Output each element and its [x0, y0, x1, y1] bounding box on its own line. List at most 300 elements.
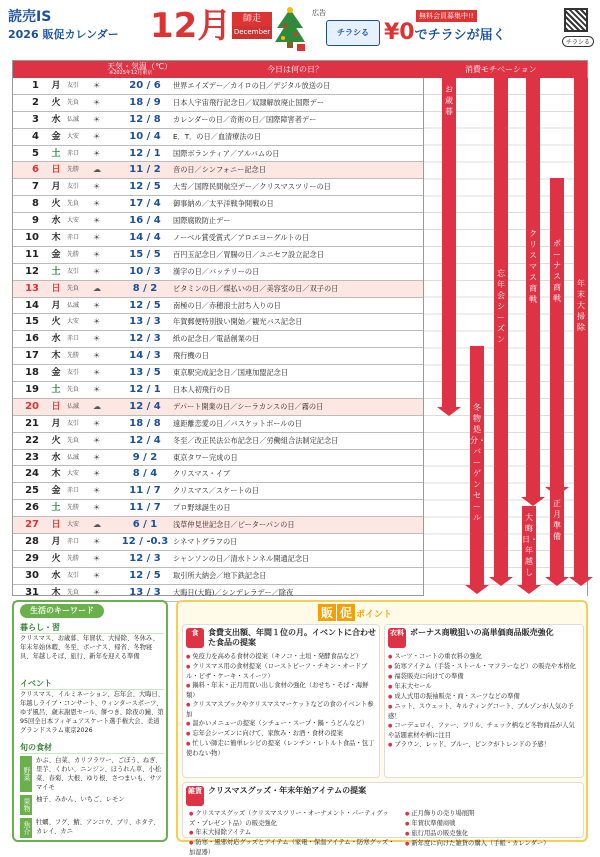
keywords-event-heading: イベント	[20, 678, 164, 690]
goods-point-heading	[186, 786, 580, 808]
calendar-day-row	[13, 264, 423, 281]
rokuyo: 先勝	[67, 166, 80, 174]
title-rest: ポイント	[356, 610, 393, 620]
calendar-day-row	[13, 179, 423, 196]
chirashiru-logo: チラシる	[326, 20, 380, 46]
today-event: プロ野球誕生の日	[173, 503, 231, 513]
temperature: 14 / 3	[129, 350, 161, 362]
motivation-bar-christmas: クリスマス商戦	[526, 78, 540, 498]
temperature: 12 / 3	[129, 333, 161, 345]
page-header	[0, 0, 600, 58]
point-item: ● 成人式用の振袖販売・商・スーツなどの準備	[388, 692, 580, 702]
brand-title	[8, 8, 119, 44]
weekday: 月	[51, 182, 61, 193]
day-number: 17	[25, 350, 39, 362]
food-category-tag: 魚介	[20, 818, 32, 838]
rokuyo: 仏滅	[67, 453, 80, 461]
calendar-day-row	[13, 112, 423, 129]
rokuyo: 大安	[67, 318, 80, 326]
weekday: 月	[51, 418, 61, 429]
today-event: 日本人宇宙飛行記念日／奴隷解放廃止国際デー	[173, 97, 324, 107]
rokuyo: 仏滅	[67, 115, 80, 123]
calendar-day-row	[13, 551, 423, 568]
temperature: 12 / 3	[129, 552, 161, 564]
today-event: シネマトグラフの日	[173, 537, 238, 547]
today-event: ビタミンの日／煤払いの日／美容室の日／双子の日	[173, 283, 339, 293]
weekday: 土	[51, 148, 61, 159]
weekday: 金	[51, 486, 61, 497]
today-event: E．T．の日／血清療法の日	[173, 131, 261, 141]
rokuyo: 大安	[67, 217, 80, 225]
kanji-month-name: 師走	[232, 12, 272, 26]
calendar-day-row	[13, 517, 423, 534]
food-icon: 食	[186, 628, 204, 648]
temperature: 16 / 4	[129, 215, 161, 227]
english-month-name: December	[232, 26, 272, 39]
month-label: 12月	[150, 6, 232, 46]
weekday: 火	[51, 199, 61, 210]
calendar-day-row	[13, 196, 423, 213]
weather-icon: ☀	[93, 537, 101, 547]
today-event: 遠距離恋愛の日／バスケットボールの日	[173, 418, 302, 428]
temperature: 12 / 4	[129, 400, 161, 412]
clothing-icon: 衣料	[388, 628, 406, 648]
sales-points-title	[318, 604, 392, 621]
day-number: 3	[32, 113, 39, 125]
food-category-text: 柚子、みかん、いちご、レモン	[36, 796, 125, 803]
weather-icon: ☀	[93, 131, 101, 141]
rokuyo: 友引	[67, 183, 80, 191]
today-event: デパート開業の日／シーラカンスの日／霧の日	[173, 401, 324, 411]
today-event: 大雪／国際民間航空デー／クリスマスツリーの日	[173, 182, 331, 192]
today-event: 東京タワー完成の日	[173, 452, 238, 462]
title-char-1: 販	[318, 604, 336, 621]
weekday: 月	[51, 537, 61, 548]
temperature: 11 / 7	[129, 485, 161, 497]
calendar-day-row	[13, 281, 423, 298]
temperature: 11 / 7	[129, 502, 161, 514]
day-number: 7	[32, 181, 39, 193]
christmas-tree-icon	[273, 6, 307, 52]
calendar-day-row	[13, 95, 423, 112]
temperature: 18 / 9	[129, 96, 161, 108]
day-number: 15	[25, 316, 39, 328]
today-event: 浅草仲見世記念日／ピーターパンの日	[173, 520, 295, 530]
today-event: ノーベル賞受賞式／アロエヨーグルトの日	[173, 233, 310, 243]
bonus-point-list	[388, 652, 580, 750]
keywords-food	[20, 742, 164, 841]
point-item: ● 忙しい師走に簡単レシピの提案（レンチン・レトルト食品・包丁使わない物）	[186, 739, 376, 758]
rokuyo: 赤口	[67, 335, 80, 343]
rokuyo: 友引	[67, 419, 80, 427]
food-point-card	[182, 624, 380, 778]
motivation-bar-cleaning: 年末大掃除	[574, 78, 588, 578]
day-number: 25	[25, 485, 39, 497]
rokuyo: 大安	[67, 132, 80, 140]
temperature: 12 / 4	[129, 434, 161, 446]
today-event: 音の日／シンフォニー記念日	[173, 165, 266, 175]
today-event: 紙の記念日／電話創業の日	[173, 334, 260, 344]
day-rows	[13, 78, 423, 602]
point-item: ● 年賀状準備商戦	[405, 819, 581, 829]
weather-icon: ☀	[93, 486, 101, 496]
rokuyo: 先負	[67, 386, 80, 394]
temperature: 18 / 8	[129, 417, 161, 429]
keywords-life-text: クリスマス、お歳暮、年賀状、大掃除、冬休み、年末年始休暇、冬至、ボーナス、帰省、冬物寝具、年越しそば、旅行、新年を迎える準備	[20, 635, 159, 660]
weather-icon: ☀	[93, 587, 101, 597]
weather-icon: ☀	[93, 570, 101, 580]
rokuyo: 先負	[67, 588, 80, 596]
day-number: 21	[25, 417, 39, 429]
sales-points-panel	[176, 600, 588, 856]
rokuyo: 友引	[67, 82, 80, 89]
goods-icon: 雑貨	[186, 786, 204, 806]
weekday: 金	[51, 249, 61, 260]
rokuyo: 赤口	[67, 487, 80, 495]
motivation-chart	[423, 78, 587, 596]
weather-icon: ☁	[93, 165, 101, 175]
weather-icon: ☀	[93, 385, 101, 395]
today-event: 国際腐敗防止デー	[173, 216, 231, 226]
today-event: 国際ボランティア／アルバムの日	[173, 148, 280, 158]
temperature: 14 / 4	[129, 232, 161, 244]
calendar-day-row	[13, 483, 423, 500]
weather-icon: ☀	[93, 553, 101, 563]
point-item: ● 年末大掃除アイテム	[189, 828, 399, 838]
temperature: 12 / 5	[129, 569, 161, 581]
point-item: ● 忘年会シーズンに向けて、家飲み・お酒・食材の提案	[186, 729, 376, 739]
food-point-list	[186, 652, 376, 758]
ad-price: ¥0	[384, 20, 415, 45]
calendar-day-row	[13, 298, 423, 315]
motivation-bar-oseibo: お歳暮	[442, 78, 456, 408]
ad-headline-rest: でチラシが届く	[414, 28, 506, 43]
point-item: ● ニット、スウェット、キルティングコート、ブルゾンが人気の予感！	[388, 702, 580, 721]
weather-icon: ☀	[93, 233, 101, 243]
today-event: 百円玉記念日／胃腸の日／ユニセフ設立記念日	[173, 249, 324, 259]
point-item: ● 正月飾りの売り場展開	[405, 809, 581, 819]
day-number: 14	[25, 299, 39, 311]
weekday: 水	[51, 452, 61, 463]
temperature: 10 / 4	[129, 130, 161, 142]
weather-icon: ☀	[93, 148, 101, 158]
weekday: 火	[51, 553, 61, 564]
today-event: 御事納め／太平洋戦争開戦の日	[173, 199, 274, 209]
calendar-day-row	[13, 129, 423, 146]
today-event: 冬至／改正民法公布記念日／労働組合法制定記念日	[173, 435, 339, 445]
rokuyo: 先勝	[67, 554, 80, 562]
food-point-heading	[186, 628, 376, 650]
calendar-day-row	[13, 213, 423, 230]
point-item: ● 温かいメニューの提案（シチュー・スープ・鍋・うどんなど）	[186, 719, 376, 729]
weekday: 土	[51, 503, 61, 514]
keywords-event	[20, 678, 164, 735]
weekday: 水	[51, 216, 61, 227]
today-event: 大晦日(大晦)／シンデレラデー／除夜	[173, 587, 294, 597]
day-number: 13	[25, 282, 39, 294]
keywords-event-text: クリスマス、イルミネーション、忘年会、大晦日、年越しライブ・コンサート、ウィンタースポーツ、ゆず風呂、歳末謝恩セール、餅つき、除夜の鐘、第95回全日本フィギュアスケート選手権大会、柔道グランドスラム東京2026	[20, 691, 165, 734]
ad-tag: 広告	[312, 9, 326, 17]
weather-icon: ☀	[93, 334, 101, 344]
today-event: 南極の日／赤穂浪士討ち入りの日	[173, 300, 281, 310]
today-event: シャンソンの日／清水トンネル開通記念日	[173, 553, 310, 563]
day-number: 29	[25, 552, 39, 564]
weekday: 火	[51, 435, 61, 446]
calendar-day-row	[13, 162, 423, 179]
day-number: 22	[25, 434, 39, 446]
rokuyo: 大安	[67, 470, 80, 478]
calendar-day-row	[13, 230, 423, 247]
point-item: ● スーツ・コートの重衣料の強化	[388, 652, 580, 662]
food-category-tag: 野菜	[20, 756, 32, 792]
today-event: 東京駅完成記念日／国連加盟記念日	[173, 368, 289, 378]
rokuyo: 赤口	[67, 149, 80, 157]
day-number: 1	[32, 80, 39, 91]
weekday: 水	[51, 570, 61, 581]
weekday: 木	[51, 351, 61, 362]
weekday: 金	[51, 131, 61, 142]
food-category-text: かぶ、白菜、カリフラワー、ごぼう、ねぎ、里芋、くわい、ニンジン、ほうれん草、小松菜、春菊、大根、ゆり根、さつまいも、サツマイモ	[36, 757, 162, 791]
calendar-day-row	[13, 399, 423, 416]
weekday: 火	[51, 97, 61, 108]
day-number: 24	[25, 468, 39, 480]
calendar-day-row	[13, 500, 423, 517]
motivation-bar-bonenkai: 忘年会シーズン	[494, 78, 508, 578]
weather-icon: ☀	[93, 97, 101, 107]
weather-icon: ☀	[93, 300, 101, 310]
rokuyo: 仏滅	[67, 301, 80, 309]
day-number: 12	[25, 265, 39, 277]
day-number: 10	[25, 232, 39, 244]
rokuyo: 友引	[67, 369, 80, 377]
point-item: ● クリスマスブックやクリスマスマーケットなどの食のイベント参加	[186, 700, 376, 719]
food-category-tag: 果物	[20, 795, 32, 815]
qr-code-icon[interactable]	[564, 8, 588, 32]
weather-icon: ☀	[93, 469, 101, 479]
rokuyo: 先勝	[67, 250, 80, 258]
temperature: 10 / 3	[129, 265, 161, 277]
weather-icon: ☀	[93, 452, 101, 462]
weather-icon: ☀	[93, 199, 101, 209]
rokuyo: 大安	[67, 521, 80, 529]
today-event: クリスマス・イブ	[173, 469, 230, 479]
point-item: ● ブラウン、レッド、ブルー、ピンクがトレンドの予感！	[388, 740, 580, 750]
weekday: 木	[51, 233, 61, 244]
point-item: ● 旅行用品の販売強化	[405, 829, 581, 839]
weather-icon: ☀	[93, 418, 101, 428]
day-number: 9	[32, 215, 39, 227]
day-number: 20	[25, 400, 39, 412]
calendar-day-row	[13, 247, 423, 264]
day-number: 2	[32, 96, 39, 108]
day-number: 31	[25, 586, 39, 598]
day-number: 6	[32, 164, 39, 176]
point-item: ● 鍋料・年末・正月用買い出し食材の強化（おせち・そば・海鮮類）	[186, 681, 376, 700]
today-event: カレンダーの日／奇術の日／国際障害者デー	[173, 114, 317, 124]
calendar-table	[12, 60, 588, 596]
title-char-2: 促	[337, 604, 355, 621]
goods-point-list-a	[189, 809, 399, 857]
point-item: ● クリスマス用の食材提案（ローストビーフ・チキン・オードブル・ピザ・ケーキ・スイーツ）	[186, 662, 376, 681]
free-member-badge: 無料会員募集中!!	[416, 10, 477, 22]
ad-headline	[384, 20, 506, 49]
calendar-day-row	[13, 78, 423, 95]
day-number: 27	[25, 519, 39, 531]
brand-name: 読売IS	[8, 9, 52, 25]
weekday: 水	[51, 114, 61, 125]
motivation-bar-bonus: ボーナス商戦	[550, 178, 564, 488]
weekday: 火	[51, 317, 61, 328]
point-item: ● コーデュロイ、ファー、フリル、チェック柄など冬物商品が人気や話題素材や柄に注目	[388, 721, 580, 740]
weather-icon: ☀	[93, 266, 101, 276]
weekday: 土	[51, 385, 61, 396]
calendar-day-row	[13, 382, 423, 399]
point-item: ● 防寒アイテム（手袋・ストール・マフラーなど）の販売や本格化	[388, 662, 580, 672]
point-item: ● 福袋販売に向けての準備	[388, 672, 580, 682]
weather-icon: ☁	[93, 520, 101, 530]
day-number: 30	[25, 569, 39, 581]
weather-icon: ☁	[93, 401, 101, 411]
weekday: 木	[51, 469, 61, 480]
rokuyo: 先負	[67, 436, 80, 444]
today-event: 取引所大納会／地下鉄記念日	[173, 570, 267, 580]
day-number: 28	[25, 536, 39, 548]
weather-icon: ☀	[93, 317, 101, 327]
calendar-day-row	[13, 466, 423, 483]
temperature: 11 / 2	[129, 164, 161, 176]
goods-point-title: クリスマスグッズ・年末年始アイテムの提案	[208, 786, 367, 795]
temperature: 12 / 5	[129, 299, 161, 311]
food-category-text: 牡蠣、フグ、鯖、アンコウ、ブリ、ホタテ、カレイ、カニ	[36, 819, 160, 835]
calendar-day-row	[13, 568, 423, 585]
food-category	[20, 795, 164, 815]
life-keywords-panel	[12, 600, 168, 842]
calendar-subtitle: 2026 販促カレンダー	[8, 28, 119, 41]
bonus-point-card	[384, 624, 584, 778]
temperature: 17 / 4	[129, 198, 161, 210]
rokuyo: 赤口	[67, 538, 80, 546]
weekday: 日	[51, 401, 61, 412]
keywords-life	[20, 622, 164, 661]
qr-label: チラシる	[562, 36, 594, 47]
weekday: 土	[51, 266, 61, 277]
food-category	[20, 756, 164, 792]
calendar-day-row	[13, 365, 423, 382]
today-event: 飛行機の日	[173, 351, 209, 361]
goods-point-list-b	[405, 809, 581, 849]
temperature: 12 / -0.3	[121, 536, 169, 548]
weekday: 月	[51, 81, 61, 91]
weekday: 水	[51, 334, 61, 345]
keywords-food-heading: 旬の食材	[20, 742, 164, 754]
rokuyo: 赤口	[67, 234, 80, 242]
weather-icon: ☁	[93, 283, 101, 293]
calendar-header-row	[13, 61, 587, 78]
weather-icon: ☀	[93, 216, 101, 226]
food-point-title: 食費支出額、年間１位の月。イベントに合わせた食品の提案	[208, 628, 376, 647]
weekday: 金	[51, 368, 61, 379]
weather-icon: ☀	[93, 435, 101, 445]
weather-icon: ☀	[93, 503, 101, 513]
keywords-title: 生活のキーワード	[20, 604, 104, 618]
day-number: 5	[32, 147, 39, 159]
point-item: ● 防寒・風邪対応グッズとアイテム（家電・保温アイテム・防寒グッズ・加湿器）	[189, 838, 399, 857]
day-number: 26	[25, 502, 39, 514]
point-item: ● 新年度に向けた雑貨の購入（手帳・カレンダー）	[405, 839, 581, 849]
weekday: 日	[51, 520, 61, 531]
point-item: ● 免疫力を高める食材の提案（キノコ・土垣・発酵食品など）	[186, 652, 376, 662]
weather-header: 天気・気温（℃）	[107, 62, 172, 71]
temperature: 9 / 2	[132, 451, 158, 463]
today-event: クリスマス／スケートの日	[173, 486, 259, 496]
advertisement-banner[interactable]	[312, 6, 594, 54]
temperature: 8 / 2	[132, 282, 158, 294]
calendar-day-row	[13, 314, 423, 331]
weather-note: ※2025年12月東京	[109, 70, 153, 76]
weekday: 木	[51, 587, 61, 598]
rokuyo: 先勝	[67, 504, 80, 512]
day-number: 19	[25, 384, 39, 396]
rokuyo: 友引	[67, 571, 80, 579]
temperature: 12 / 5	[129, 181, 161, 193]
day-number: 18	[25, 367, 39, 379]
food-list	[20, 756, 164, 838]
rokuyo: 先負	[67, 284, 80, 292]
weekday: 日	[51, 165, 61, 176]
rokuyo: 先負	[67, 200, 80, 208]
temperature: 6 / 1	[132, 519, 158, 531]
calendar-day-row	[13, 146, 423, 163]
temperature: 13 / 3	[129, 586, 161, 598]
food-category	[20, 818, 164, 838]
today-header: 今日は何の日？	[267, 65, 323, 74]
temperature: 15 / 5	[129, 248, 161, 260]
weather-icon: ☀	[93, 351, 101, 361]
today-event: 世界エイズデー／カイロの日／デジタル放送の日	[173, 81, 331, 90]
weekday: 月	[51, 300, 61, 311]
rokuyo: 先勝	[67, 352, 80, 360]
temperature: 13 / 3	[129, 316, 161, 328]
weather-icon: ☀	[93, 368, 101, 378]
weather-icon: ☀	[93, 114, 101, 124]
month-name-badge	[232, 12, 272, 39]
today-event: 日本人初飛行の日	[173, 385, 231, 395]
weather-icon: ☀	[93, 249, 101, 259]
day-number: 4	[32, 130, 39, 142]
motivation-bar-bargain: 冬物処分・バーゲンセール	[470, 346, 484, 586]
calendar-day-row	[13, 348, 423, 365]
point-item: ● クリスマスグッズ（クリスマスツリー・オーナメント・パーティグッズ・プレゼント品）の販売強化	[189, 809, 399, 828]
rokuyo: 仏滅	[67, 402, 80, 410]
keywords-life-heading: 暮らし・習	[20, 622, 164, 634]
motivation-bar-newyear-eve: 大晦日・年越し	[522, 506, 536, 586]
rokuyo: 友引	[67, 267, 80, 275]
temperature: 20 / 6	[129, 80, 161, 91]
today-event: 年賀郵便特別扱い開始／観光バス記念日	[173, 317, 303, 327]
today-event: 漢字の日／バッテリーの日	[173, 266, 260, 276]
rokuyo: 先負	[67, 98, 80, 106]
temperature: 12 / 1	[129, 384, 161, 396]
day-number: 16	[25, 333, 39, 345]
day-number: 8	[32, 198, 39, 210]
calendar-day-row	[13, 416, 423, 433]
temperature: 12 / 8	[129, 113, 161, 125]
bonus-point-heading	[388, 628, 580, 650]
point-item: ● 年末大セール	[388, 682, 580, 692]
goods-point-card	[182, 782, 584, 856]
motivation-bar-newyear-prep: 正月準備	[550, 490, 564, 578]
motivation-header: 消費モチベーション	[465, 65, 537, 74]
